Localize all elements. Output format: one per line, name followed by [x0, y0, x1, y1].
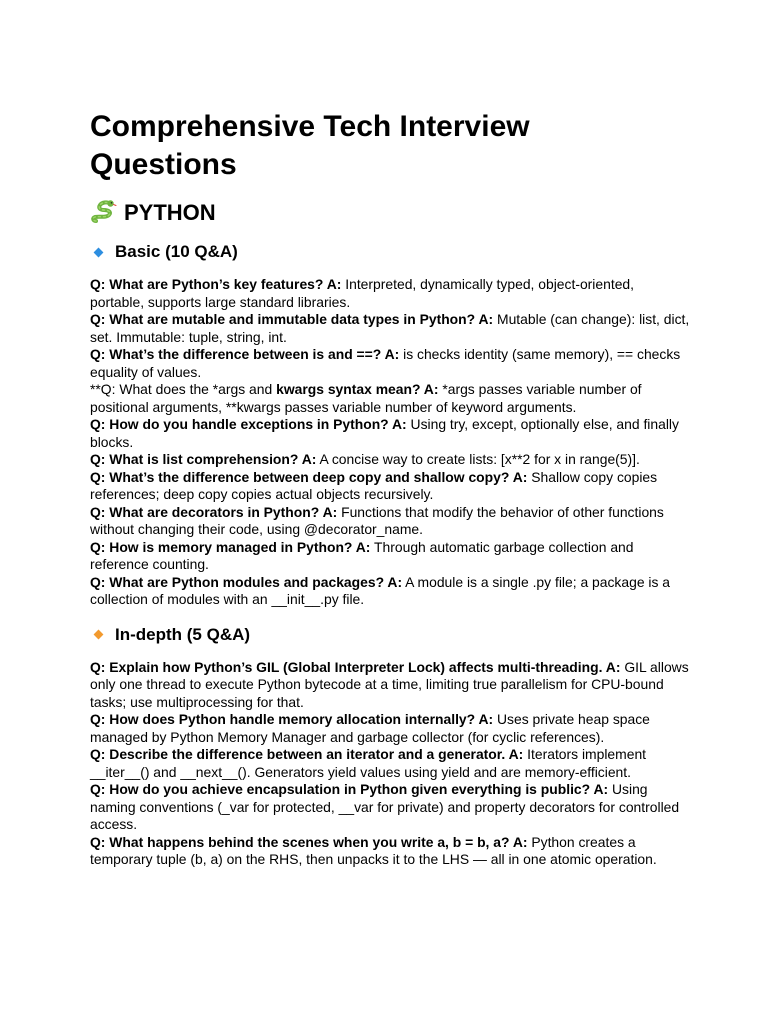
subsection-title-basic: Basic (10 Q&A): [115, 242, 238, 261]
qa-question: Q: How is memory managed in Python? A:: [90, 538, 371, 555]
qa-answer: Mutable (can change): list, dict, set. Immutable: tuple, string, int.: [90, 311, 690, 345]
snake-icon: [90, 199, 118, 227]
subsection-heading-indepth: [90, 623, 690, 647]
qa-item: [90, 311, 690, 346]
qa-answer: Functions that modify the behavior of other functions without changing their code, using @decorator_name.: [90, 503, 664, 537]
qa-answer: A module is a single .py file; a package is a collection of modules with an __init__.py file.: [90, 573, 671, 607]
qa-item: [90, 451, 690, 469]
qa-question: Q: What’s the difference between deep copy and shallow copy? A:: [90, 468, 528, 485]
qa-question: kwargs syntax mean? A:: [276, 381, 439, 397]
qa-question: Q: How do you achieve encapsulation in Python given everything is public? A:: [90, 781, 609, 797]
qa-item: [90, 659, 690, 712]
qa-question: Q: What is list comprehension? A:: [90, 451, 317, 467]
qa-item: [90, 746, 690, 781]
qa-answer: Uses private heap space managed by Python Memory Manager and garbage collector (for cyclic references).: [90, 711, 650, 745]
qa-question: Q: What are Python’s key features? A:: [90, 276, 342, 292]
qa-question: Q: What’s the difference between is and ==? A:: [90, 346, 400, 362]
qa-item: [90, 381, 690, 416]
qa-answer: is checks identity (same memory), == checks equality of values.: [90, 346, 681, 380]
qa-question: Q: What happens behind the scenes when you write a, b = b, a? A:: [90, 833, 528, 850]
indepth-qa-list: [90, 659, 690, 869]
subsection-heading-basic: [90, 240, 690, 264]
qa-question: Q: How do you handle exceptions in Python? A:: [90, 416, 407, 432]
page-title: Comprehensive Tech Interview Questions: [90, 110, 530, 181]
qa-item: [90, 539, 690, 574]
qa-answer: Interpreted, dynamically typed, object-oriented, portable, supports large standard libraries.: [90, 276, 635, 310]
qa-question: Q: What are decorators in Python? A:: [90, 503, 338, 520]
qa-item: [90, 416, 690, 451]
subsection-title-indepth: In-depth (5 Q&A): [115, 624, 251, 644]
qa-item: [90, 574, 690, 609]
qa-item: [90, 276, 690, 311]
qa-answer: A concise way to create lists: [x**2 for x in range(5)].: [316, 451, 640, 467]
qa-item: [90, 346, 690, 381]
qa-answer: Using naming conventions (_var for protected, __var for private) and property decorators for controlled access.: [90, 781, 680, 832]
qa-answer: Shallow copy copies references; deep copy copies actual objects recursively.: [90, 468, 658, 502]
section-heading-python: [90, 198, 690, 228]
orange-diamond-icon: [94, 630, 104, 640]
qa-item: [90, 711, 690, 746]
qa-item: [90, 469, 690, 504]
qa-prefix: **Q: What does the *args and: [90, 381, 277, 397]
qa-item: [90, 504, 690, 539]
qa-item: [90, 834, 690, 869]
qa-question: Q: How does Python handle memory allocation internally? A:: [90, 711, 494, 727]
qa-answer: Using try, except, optionally else, and finally blocks.: [90, 416, 679, 450]
blue-diamond-icon: [94, 247, 104, 257]
qa-answer: Through automatic garbage collection and reference counting.: [90, 538, 634, 572]
qa-question: Q: Describe the difference between an iterator and a generator. A:: [90, 746, 524, 762]
qa-answer: GIL allows only one thread to execute Python bytecode at a time, limiting true parallelism for CPU-bound tasks; use multiprocessing for that.: [90, 658, 689, 710]
section-title: PYTHON: [124, 200, 216, 225]
qa-answer: Iterators implement __iter__() and __next__(). Generators yield values using yield and are memory-efficient.: [90, 746, 647, 780]
qa-question: Q: What are mutable and immutable data types in Python? A:: [90, 311, 494, 327]
qa-item: [90, 781, 690, 834]
qa-question: Q: Explain how Python’s GIL (Global Interpreter Lock) affects multi-threading. A:: [90, 658, 621, 675]
qa-question: Q: What are Python modules and packages? A:: [90, 573, 403, 590]
qa-answer: Python creates a temporary tuple (b, a) on the RHS, then unpacks it to the LHS — all in one atomic operation.: [90, 833, 657, 867]
qa-answer: *args passes variable number of positional arguments, **kwargs passes variable number of keyword arguments.: [90, 381, 642, 415]
document-page: [90, 108, 690, 869]
basic-qa-list: [90, 276, 690, 609]
